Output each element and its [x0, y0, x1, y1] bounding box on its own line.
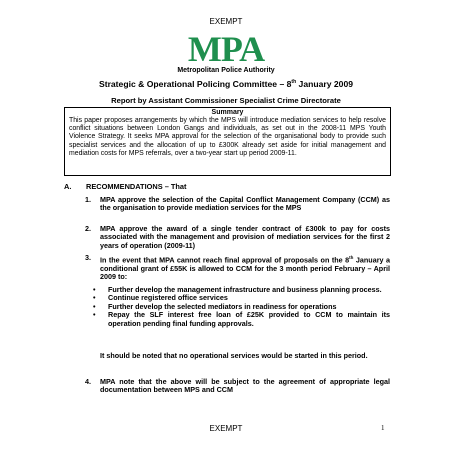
bullet-icon: •	[93, 285, 96, 294]
report-author: Report by Assistant Commissioner Specialist Crime Directorate	[111, 96, 341, 105]
bullet-icon: •	[93, 310, 96, 320]
bullet-text: Continue registered office services	[108, 293, 228, 303]
committee-title	[0, 79, 452, 89]
recommendation-number: 3.	[85, 253, 91, 262]
operational-note: It should be noted that no operational services would be started in this period.	[100, 351, 368, 360]
recommendation-text	[100, 254, 390, 282]
bullet-text: Further develop the management infrastructure and business planning process.	[108, 285, 382, 294]
bullet-icon: •	[93, 301, 96, 311]
summary-title: Summary	[211, 109, 244, 116]
bullet-list	[93, 286, 390, 328]
page-number: 1	[381, 424, 385, 432]
recommendation-number: 2.	[85, 224, 91, 233]
bullet-icon: •	[93, 293, 96, 303]
recommendation-item	[85, 196, 390, 213]
section-heading	[64, 182, 186, 191]
recommendation-item	[85, 254, 390, 282]
recommendation-text: MPA note that the above will be subject to the agreement of appropriate legal documentation between MPS and CCM	[100, 377, 390, 395]
committee-title-prefix: Strategic & Operational Policing Committee – 8	[98, 79, 292, 89]
section-title: RECOMMENDATIONS – That	[86, 182, 187, 191]
recommendation-item	[85, 378, 390, 395]
mpa-logo: MPA	[187, 29, 265, 69]
recommendation-date-suffix: th	[349, 255, 354, 260]
recommendation-text: MPA approve the award of a single tender contract of £300k to pay for costs associated with the management and provision of mediation services for the first 2 years of operation (2009-11)	[100, 224, 390, 250]
classification-header: EXEMPT	[209, 17, 243, 26]
recommendation-number: 1.	[85, 195, 91, 204]
recommendation-number: 4.	[85, 377, 91, 386]
summary-box	[64, 107, 391, 176]
bullet-text: Repay the SLF interest free loan of £25K provided to CCM to maintain its operation pending final funding approvals.	[108, 310, 390, 328]
organisation-name: Metropolitan Police Authority	[177, 67, 275, 74]
summary-text: This paper proposes arrangements by which the MPS will introduce mediation services to help resolve conflict situations between London Gangs and individuals, as set out in the 2008-11 MPS Youth Violence Strategy. It seeks MPA approval for the selection of the organisational body to provide such specialist services and the allocation of up to £300K already set aside for initial management and mediation costs for MPS referrals, over a two-year start up period 2009-11.	[69, 117, 386, 157]
bullet-text: Further develop the selected mediators in readiness for operations	[108, 301, 337, 311]
recommendation-text-part: In the event that MPA cannot reach final approval of proposals on the 8	[100, 255, 350, 265]
recommendation-item	[85, 225, 390, 250]
recommendation-text-part: January a conditional grant of £55K is allowed to CCM for the 3 month period February – April 2009 to:	[100, 255, 391, 282]
committee-title-rest: January 2009	[296, 79, 354, 89]
committee-date-suffix: th	[291, 79, 297, 86]
list-item	[93, 311, 390, 328]
section-letter: A.	[64, 182, 72, 191]
classification-footer: EXEMPT	[209, 424, 243, 433]
recommendation-text: MPA approve the selection of the Capital Conflict Management Company (CCM) as the organisation to provide mediation services for the MPS	[100, 195, 390, 213]
